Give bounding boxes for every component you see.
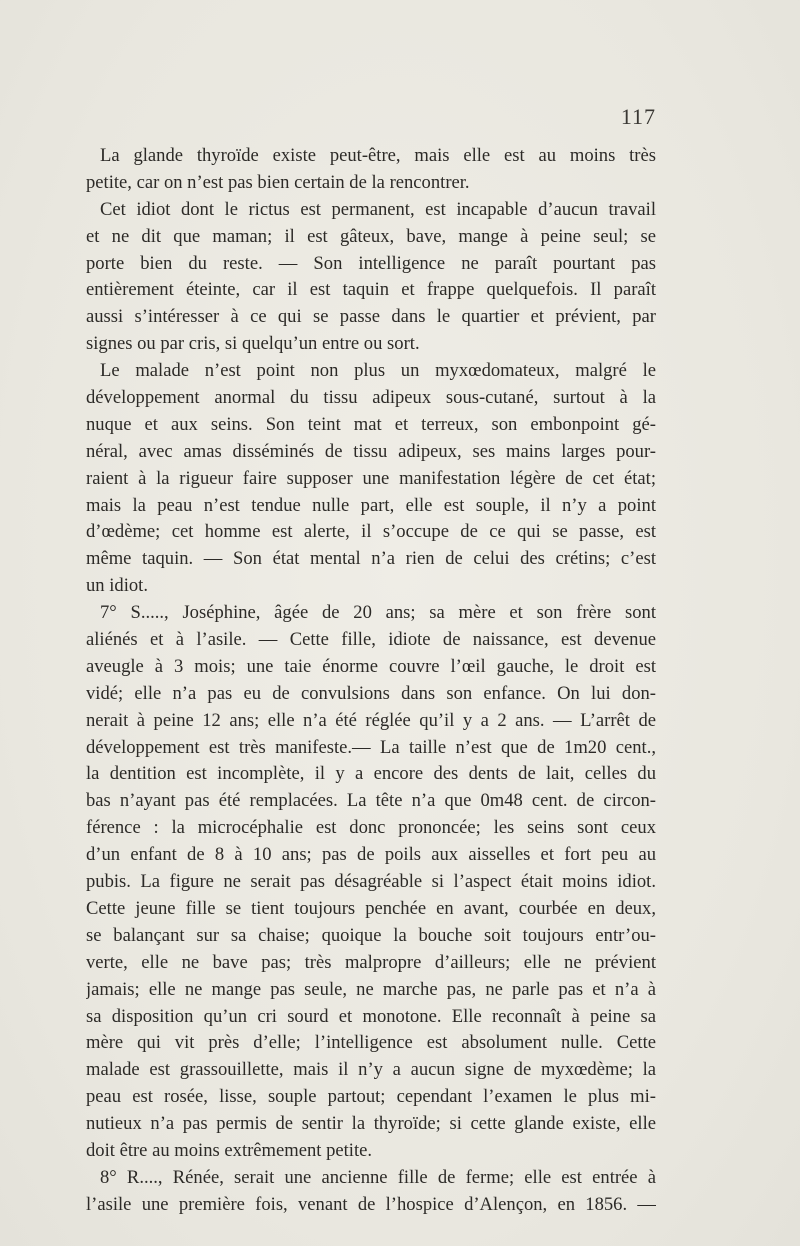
text-line: porte bien du reste. — Son intelligence ne paraît pourtant pas — [86, 252, 656, 274]
text-line: nerait à peine 12 ans; elle n’a été réglée qu’il y a 2 ans. — L’arrêt de — [86, 709, 656, 731]
text-line: se balançant sur sa chaise; quoique la bouche soit toujours entr’ou- — [86, 924, 656, 946]
text-line: Le malade n’est point non plus un myxœdomateux, malgré le — [100, 360, 656, 382]
text-line: mère qui vit près d’elle; l’intelligence est absolument nulle. Cette — [86, 1032, 656, 1054]
text-line: peau est rosée, lisse, souple partout; cependant l’examen le plus mi- — [86, 1086, 656, 1108]
text-line: développement anormal du tissu adipeux sous-cutané, surtout à la — [86, 387, 656, 409]
text-line: même taquin. — Son état mental n’a rien de celui des crétins; c’est — [86, 548, 656, 570]
text-line: petite, car on n’est pas bien certain de la rencontrer. — [86, 171, 470, 193]
text-line: jamais; elle ne mange pas seule, ne marche pas, ne parle pas et n’a à — [86, 978, 656, 1000]
text-line: malade est grassouillette, mais il n’y a aucun signe de myxœdème; la — [86, 1059, 656, 1081]
text-line: 7° S....., Joséphine, âgée de 20 ans; sa mère et son frère sont — [100, 602, 656, 624]
text-line: pubis. La figure ne serait pas désagréable si l’aspect était moins idiot. — [86, 871, 656, 893]
text-line: un idiot. — [86, 575, 148, 597]
text-line: signes ou par cris, si quelqu’un entre ou sort. — [86, 333, 420, 355]
text-line: nuque et aux seins. Son teint mat et terreux, son embonpoint gé- — [86, 413, 656, 435]
text-line: aveugle à 3 mois; une taie énorme couvre l’œil gauche, le droit est — [86, 655, 656, 677]
text-line: d’œdème; cet homme est alerte, il s’occupe de ce qui se passe, est — [86, 521, 656, 543]
text-line: sa disposition qu’un cri sourd et monotone. Elle reconnaît à peine sa — [86, 1005, 656, 1027]
text-line: l’asile une première fois, venant de l’hospice d’Alençon, en 1856. — — [86, 1193, 656, 1215]
text-line: Cette jeune fille se tient toujours penchée en avant, courbée en deux, — [86, 897, 656, 919]
text-line: Cet idiot dont le rictus est permanent, est incapable d’aucun travail — [100, 198, 656, 220]
text-line: La glande thyroïde existe peut-être, mais elle est au moins très — [100, 145, 656, 166]
text-line: férence : la microcéphalie est donc prononcée; les seins sont ceux — [86, 817, 656, 839]
text-line: bas n’ayant pas été remplacées. La tête n’a que 0m48 cent. de circon- — [86, 790, 656, 812]
text-line: nutieux n’a pas permis de sentir la thyroïde; si cette glande existe, elle — [86, 1113, 656, 1135]
text-line: d’un enfant de 8 à 10 ans; pas de poils aux aisselles et fort peu au — [86, 844, 656, 866]
text-line: 8° R...., Rénée, serait une ancienne fille de ferme; elle est entrée à — [100, 1166, 656, 1188]
text-line: raient à la rigueur faire supposer une manifestation légère de cet état; — [86, 467, 656, 489]
text-line: développement est très manifeste.— La taille n’est que de 1m20 cent., — [86, 736, 656, 758]
text-line: et ne dit que maman; il est gâteux, bave, mange à peine seul; se — [86, 225, 656, 247]
text-line: mais la peau n’est tendue nulle part, elle est souple, il n’y a point — [86, 494, 656, 516]
body-text — [86, 143, 656, 1219]
text-line: la dentition est incomplète, il y a encore des dents de lait, celles du — [86, 763, 656, 785]
text-line: vidé; elle n’a pas eu de convulsions dans son enfance. On lui don- — [86, 682, 656, 704]
page-number: 117 — [620, 104, 656, 129]
text-line: entièrement éteinte, car il est taquin et frappe quelquefois. Il paraît — [86, 279, 656, 301]
text-line: doit être au moins extrêmement petite. — [86, 1139, 373, 1161]
text-line: aliénés et à l’asile. — Cette fille, idiote de naissance, est devenue — [86, 629, 656, 651]
text-line: verte, elle ne bave pas; très malpropre d’ailleurs; elle ne prévient — [86, 951, 656, 973]
text-line: néral, avec amas disséminés de tissu adipeux, ses mains larges pour- — [86, 440, 656, 462]
text-line: aussi s’intéresser à ce qui se passe dans le quartier et prévient, par — [86, 306, 656, 328]
